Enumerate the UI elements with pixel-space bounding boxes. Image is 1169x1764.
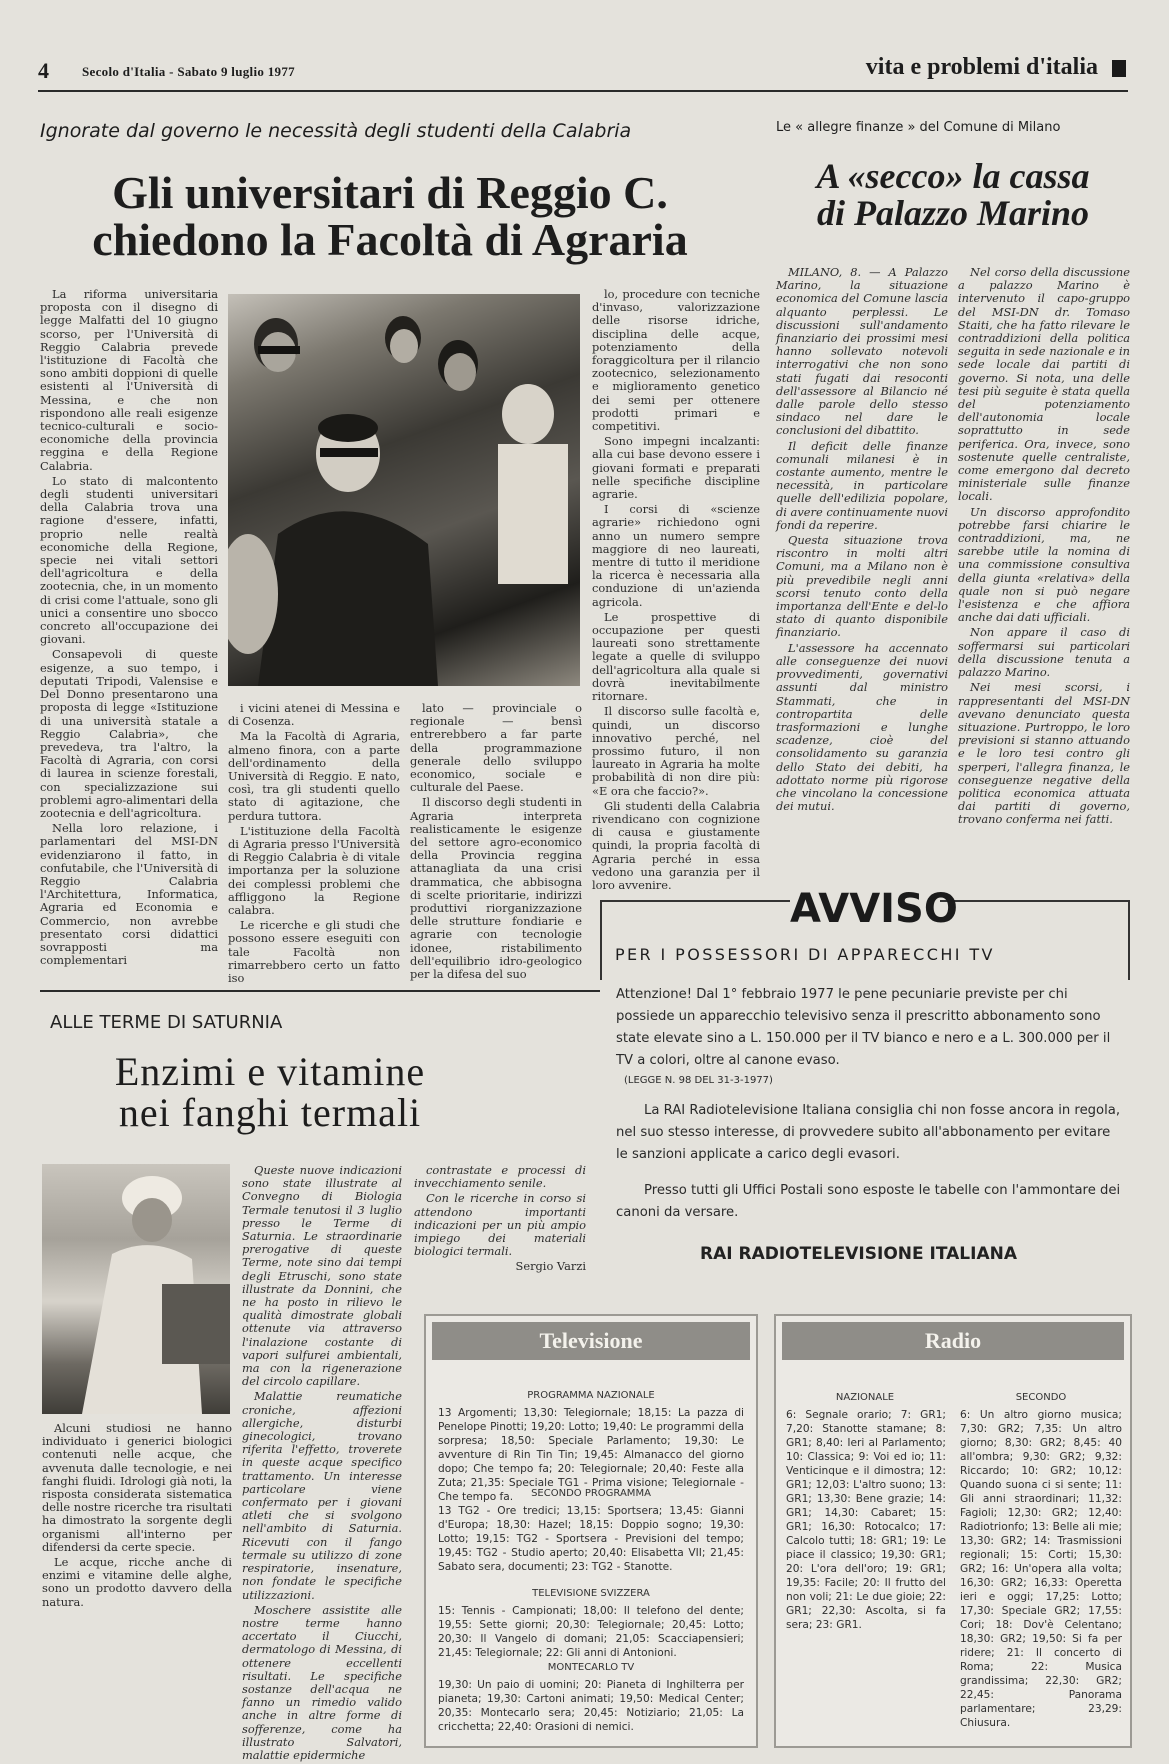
article1-kicker: Ignorate dal governo le necessità degli studenti della Calabria [40, 120, 632, 142]
article1-column-3 [410, 702, 582, 983]
avviso-subtitle: PER I POSSESSORI DI APPARECCHI TV [615, 945, 995, 964]
paragraph: Alcuni studiosi ne hanno individuato i generici biologici contenuti nelle acque, che avvenuta dalle tecnologie, e nei fanghi fluidi. Idrologi già noti, la risposta considerata sistematica delle nostre ricerche tra risultati ha dimostrato la sorgente degli organismi all'interno per difendersi da certe specie. [42, 1421, 232, 1554]
paragraph: Consapevoli di queste esigenze, a suo tempo, i deputati Tripodi, Valensise e Del Donno presentarono una proposta di legge «Istituzione di una università statale a Reggio Calabria», che prevedeva, tra l'altro, la Facoltà di Agraria, con corsi di laurea in scienze forestali, con specializzazione sui problemi agro-alimentari della zootecnia e dell'agricoltura. [40, 647, 218, 820]
article1-headline [40, 167, 740, 265]
paragraph: Le ricerche e gli studi che possono essere eseguiti con tale Facoltà non rimarrebbero certo un fatto iso [228, 918, 400, 986]
radio-nazionale-listing: 6: Segnale orario; 7: GR1; 7,20: Stanotte stamane; 8: GR1; 8,40: Ieri al Parlamento; 10: Classica; 9: Voi ed io; 11: Venticinque e il dimostra; 12: GR1; 12,03: L'altro suono; 13: GR1; 13,30: Bene grazie; 14: GR1; 14,30: Cabaret; 15: GR1; 16,30: Rotocalco; 17: Calcolo tutti; 18: GR1; 19: Le piace il classico; 19,30: GR1; 20: L'ora dell'oro; 19: GR1; 19,35: Facile; 20: Il frutto del non voli; 21: Le due gioie; 22: GR1; 22,30: Ascolta, si fa sera; 23: GR1. [786, 1409, 946, 1631]
radio-listings-box [774, 1314, 1132, 1748]
section-divider [40, 990, 600, 992]
masthead-rule [38, 90, 1128, 92]
headline-line: A «secco» la cassa [816, 156, 1090, 196]
paragraph: Ma la Facoltà di Agraria, almeno finora, con a parte dell'ordinamento della Università di Reggio. E nato, così, tra gli studenti quello stato di agitazione, che perdura tuttora. [228, 729, 400, 823]
article2-column-2 [958, 266, 1130, 829]
tv-montecarlo-listing: 19,30: Un paio di uomini; 20: Pianeta di Inghilterra per pianeta; 19,30: Cartoni animati; 19,50: Medical Center; 20,35: Montecarlo sera; 20,45: Notiziario; 21,05: La cricchetta; 22,40: Orasioni di nemici. [438, 1679, 744, 1733]
paragraph: contrastate e processi di invecchiamento senile. [414, 1163, 586, 1191]
tv-secondo-heading: SECONDO PROGRAMMA [531, 1488, 651, 1499]
article3-column-under-photo [42, 1422, 232, 1611]
paragraph: i vicini atenei di Messina e di Cosenza. [228, 701, 400, 729]
square-bullet-icon [1112, 60, 1126, 77]
paragraph: Nel corso della discussione a palazzo Marino è intervenuto il capo-gruppo del MSI-DN dr. Tomaso Staiti, che ha fatto rilevare le contraddizioni della politica seguita in sede nazionale e in sede locale dai partiti di governo. Si nota, una delle tesi più seguite è stata quella del potenziamento dell'autonomia locale soprattutto in sede periferica. Ora, invece, sono sostenute quelle centraliste, come emergono dal decreto ministeriale sulle finanze locali. [958, 265, 1130, 504]
paragraph: Sono impegni incalzanti: alla cui base devono essere i giovani formati e preparati nelle specifiche discipline agrarie. [592, 434, 760, 502]
article3-kicker: ALLE TERME DI SATURNIA [50, 1012, 283, 1033]
paragraph: La riforma universitaria proposta con il disegno di legge Malfatti del 10 giugno scorso, per l'Università di Reggio Calabria prevede l'istituzione di Facoltà che sono ambiti doppioni di quelle esistenti al l'Università di Messina, e che non rispondono alle reali esigenze tecnico-culturali e socio-economiche della provincia reggina e della Regione Calabria. [40, 287, 218, 473]
headline-line: chiedono la Facoltà di Agraria [92, 213, 688, 265]
paragraph: Le acque, ricche anche di enzimi e vitamine delle alghe, sono un prodotto davvero della natura. [42, 1555, 232, 1609]
tv-svizzera-listing: 15: Tennis - Campionati; 18,00: Il telefono del dente; 19,55: Sette giorni; 20,30: Telegiornale; 20,45: Lotto; 20,30: Il Vangelo di domani; 21,05: Scacciapensieri; 21,45: Telegiornale; 22: Gli anni di Antonioni. [438, 1605, 744, 1659]
paragraph: Nella loro relazione, i parlamentari del MSI-DN evidenziarono il fatto, in confutabile, che l'Università di Reggio Calabria l'Architettura, Informatica, Agraria ed Economia e Commercio, non avrebbe presentato corsi didattici sovrapposti ma complementari [40, 821, 218, 968]
avviso-paragraph-1: Attenzione! Dal 1° febbraio 1977 le pene pecuniarie previste per chi possiede un apparecchio televisivo senza il prescritto abbonamento sono state elevate sino a L. 150.000 per il TV bianco e nero e a L. 300.000 per il TV a colori, oltre al canone evaso. [616, 987, 1111, 1068]
radio-secondo-listing: 6: Un altro giorno musica; 7,30: GR2; 7,35: Un altro giorno; 8,30: GR2; 8,45: 40 all'ombra; 9,30: GR2; 9,32: Riccardo; 10: GR2; 10,12: Quando suona ci si sente; 11: Gli anni straordinari; 11,32: Fagioli; 12,30: GR2; 12,40: Radiotrionfo; 13: Belle ali mie; 13,30: GR2; 14: Trasmissioni regionali; 15: Corti; 15,30: GR2; 16: Un'opera alla volta; 16,30: GR2; 16,33: Operetta ieri e oggi; 17,25: Lotto; 17,30: Speciale GR2; 17,55: Cori; 18: Dov'è Celentano; 18,30: GR2; 19,50: Si fa per ridere; 21: Il concerto di Roma; 22: Musica grandissima; 22,30: GR2; 22,45: Panorama parlamentare; 23,29: Chiusura. [960, 1409, 1122, 1729]
avviso-left-rule [600, 900, 602, 980]
newspaper-date: Secolo d'Italia - Sabato 9 luglio 1977 [82, 64, 295, 79]
article3-headline [40, 1049, 500, 1135]
paragraph: L'istituzione della Facoltà di Agraria presso l'Università di Reggio Calabria è di vitale importanza per la soluzione dei complessi problemi che affliggono la Regione calabra. [228, 823, 400, 918]
paragraph: I corsi di «scienze agrarie» richiedono ogni anno un numero sempre maggiore di neo laureati, mentre di tutto il meridione la ricerca è necessaria alla conduzione di un'azienda agricola. [592, 502, 760, 609]
paragraph: Moschere assistite alle nostre terme hanno accertato il Ciucchi, dermatologo di Messina, di ottenere eccellenti risultati. Le specifiche sostanze dell'acqua ne fanno un rimedio valido anche in altre forme di sofferenze, come ha illustrato Salvatori, malattie epidermiche [242, 1602, 402, 1762]
article2-column-1 [776, 266, 948, 815]
masthead [38, 54, 1128, 90]
avviso-title: AVVISO [790, 886, 958, 932]
paragraph: Non appare il caso di soffermarsi sui particolari della discussione tenuta a palazzo Marino. [958, 625, 1130, 680]
students-photo [228, 294, 580, 686]
avviso-right-rule [1128, 900, 1130, 980]
article1-column-1 [40, 288, 218, 969]
article1-column-4 [592, 288, 760, 894]
paragraph: Il deficit delle finanze comunali milanesi è in costante aumento, mentre le necessità, in particolare quelle dell'edilizia popolare, di avere continuamente nuovi fondi da reperire. [776, 438, 949, 532]
paragraph: Il discorso degli studenti in Agraria interpreta realisticamente le esigenze del settore agro-economico della Provincia reggina attanagliata da una crisi drammatica, che abbisogna di scelte prioritarie, indirizzi produttivi riorganizzazione delle strutture fondiarie e agrarie con tecnologie idonee, ristabilimento dell'equilibrio idro-geologico per la difesa del suo [410, 795, 582, 982]
paragraph: lato — provinciale o regionale — bensì entrerebbero a far parte della programmazione generale dello sviluppo economico, sociale e culturale del Paese. [410, 701, 582, 795]
page-number: 4 [38, 58, 49, 83]
paragraph: Queste nuove indicazioni sono state illustrate al Convegno di Biologia Termale tenutosi il 3 luglio presso le Terme di Saturnia. Le straordinarie prerogative di queste Terme, note sino dai tempi degli Etruschi, sono state illustrate da Donnini, che ne ha posto in rilievo le qualità dimostrate globali ottenute via attraverso l'inalazione costante di vapori sulfurei ambientali, ma con la rigenerazione del circolo capillare. [242, 1163, 402, 1389]
headline-line: Gli universitari di Reggio C. [112, 167, 668, 218]
avviso-paragraph-2: La RAI Radiotelevisione Italiana consiglia chi non fosse ancora in regola, nel suo stesso interesse, di provvedere subito all'abbonamento per evitare le sanzioni applicate a carico degli evasori. [616, 1103, 1121, 1162]
paragraph: MILANO, 8. — A Palazzo Marino, la situazione economica del Comune lascia alquanto perplessi. Le discussioni sull'andamento finanziario dei prossimi mesi hanno sollevato notevoli interrogativi che non sono stati fugati dai resoconti dell'assessore al Bilancio né dalle parole dello stesso sindaco nel dare le conclusioni del dibattito. [776, 265, 948, 438]
article2-kicker: Le « allegre finanze » del Comune di Milano [776, 120, 1061, 135]
paragraph: L'assessore ha accennato alle conseguenze dei nuovi provvedimenti, governativi assunti dal ministro Stammati, che in contropartita delle trasformazioni e lunghe scadenze, cioè del consolidamento su garanzia dello Stato dei debiti, ha adottato norme più rigorose che vincolano la concessione dei mutui. [776, 640, 948, 814]
article1-column-2 [228, 702, 400, 987]
paragraph: Gli studenti della Calabria rivendicano con cognizione di causa e giustamente quindi, la propria facoltà di Agraria perché in essa vedono una garanzia per il loro avvenire. [592, 798, 760, 892]
paragraph: Questa situazione trova riscontro in molti altri Comuni, ma a Milano non è più prevedibile negli anni scorsi tenuto conto della importanza dell'Ente e del-lo stato di quanto disponibile finanziario. [776, 533, 948, 640]
article-author: Sergio Varzi [515, 1259, 586, 1274]
avviso-paragraph-3: Presso tutti gli Uffici Postali sono esposte le tabelle con l'ammontare dei canoni da versare. [616, 1183, 1121, 1220]
paragraph: Lo stato di malcontento degli studenti universitari della Calabria trova una ragione d'essere, infatti, proprio nelle realtà economiche della Regione, specie nei vitali settori dell'agricoltura e della zootecnia, che, in un momento di crisi come l'attuale, sono gli unici a consentire uno sbocco concreto all'occupazione dei giovani. [40, 473, 218, 647]
tv-header: Televisione [432, 1322, 750, 1360]
headline-line: di Palazzo Marino [816, 192, 1090, 233]
tv-montecarlo-heading: MONTECARLO TV [547, 1662, 635, 1673]
radio-nazionale-heading: NAZIONALE [835, 1392, 895, 1403]
radio-secondo-heading: SECONDO [1015, 1392, 1067, 1403]
paragraph: Un discorso approfondito potrebbe farsi chiarire le contraddizioni, ma, ne sarebbe utile la nomina di una commissione consultiva della giunta «relativa» della quale non si può negare l'esistenza e che affiora anche dai dati ufficiali. [958, 504, 1130, 625]
paragraph: Le prospettive di occupazione per questi laureati sono strettamente legate a quelle di sviluppo dell'agricoltura alla quale si dovrà inevitabilmente ritornare. [592, 609, 760, 704]
paragraph: Nei mesi scorsi, i rappresentanti del MSI-DN avevano denunciato questa situazione. Purtroppo, le loro previsioni si stanno attuando e le loro tesi contro gli sperperi, l'allegra finanza, le conseguenze negative della politica economica attuata dai partiti di governo, trovano conferma nei fatti. [958, 680, 1130, 827]
paragraph: Con le ricerche in corso si attendono importanti indicazioni per un più ampio impiego dei materiali biologici termali. [414, 1191, 586, 1259]
radio-header: Radio [782, 1322, 1124, 1360]
spa-photo [42, 1164, 230, 1414]
paragraph: Malattie reumatiche croniche, affezioni allergiche, disturbi ginecologici, trovano riferita l'effetto, troverete in queste acque specifico trattamento. Un interesse particolare viene confermato per i giovani atleti che si svolgono nell'ambito di Saturnia. Ricevuti con il fango termale su utilizzo di zone respiratorie, insenature, non fondate le specifiche utilizzazioni. [242, 1389, 402, 1602]
photo-figures [228, 294, 580, 686]
headline-line: nei fanghi termali [118, 1089, 422, 1135]
article3-column-2 [414, 1164, 586, 1276]
paragraph: Il discorso sulle facoltà e, quindi, un discorso innovativo perché, nel prossimo futuro, il non laureato in Agraria ha molte probabilità di non dire più: «E ora che faccio?». [592, 704, 760, 798]
tv-listings-box [424, 1314, 758, 1748]
avviso-law-reference: (LEGGE N. 98 DEL 31-3-1977) [624, 1075, 773, 1086]
photo-figure [42, 1164, 230, 1414]
tv-nazionale-listing: 13 Argomenti; 13,30: Telegiornale; 18,15: La pazza di Penelope Pinotti; 19,20: Lotto; 19,40: Le programmi della sorpresa; 18,50: Speciale Parlamento; 19,30: Le avventure di Rin Tin Tin; 19,45: Almanacco del giorno dopo; Che tempo fa; 20: Telegiornale; 20,40: Feste alla Zuta; 21,35: Speciale TG1 - Prima visione; Telegiornale - Che tempo fa. [438, 1407, 744, 1503]
tv-secondo-listing: 13 TG2 - Ore tredici; 13,15: Sportsera; 13,45: Gianni d'Europa; 18,30: Hazel; 18,15: Doppio sogno; 19,30: Lotto; 19,15: TG2 - Sportsera - Previsioni del tempo; 19,45: TG2 - Studio aperto; 20,40: Elisabetta VII; 21,45: Sabato sera, documenti; 23: TG2 - Stanotte. [438, 1505, 744, 1573]
paragraph: lo, procedure con tecniche d'invaso, valorizzazione delle risorse idriche, disciplina delle acque, potenziamento della foraggicoltura per il rilancio zootecnico, selezionamento e miglioramento genetico dei semi per ottenere prodotti primari e competitivi. [592, 287, 760, 434]
article3-column-1 [242, 1164, 402, 1764]
article2-headline [776, 158, 1130, 231]
tv-svizzera-heading: TELEVISIONE SVIZZERA [532, 1588, 650, 1599]
tv-nazionale-heading: PROGRAMMA NAZIONALE [527, 1390, 655, 1401]
headline-line: Enzimi e vitamine [114, 1049, 426, 1094]
section-title: vita e problemi d'italia [865, 54, 1098, 80]
avviso-signature: RAI RADIOTELEVISIONE ITALIANA [700, 1244, 1017, 1264]
